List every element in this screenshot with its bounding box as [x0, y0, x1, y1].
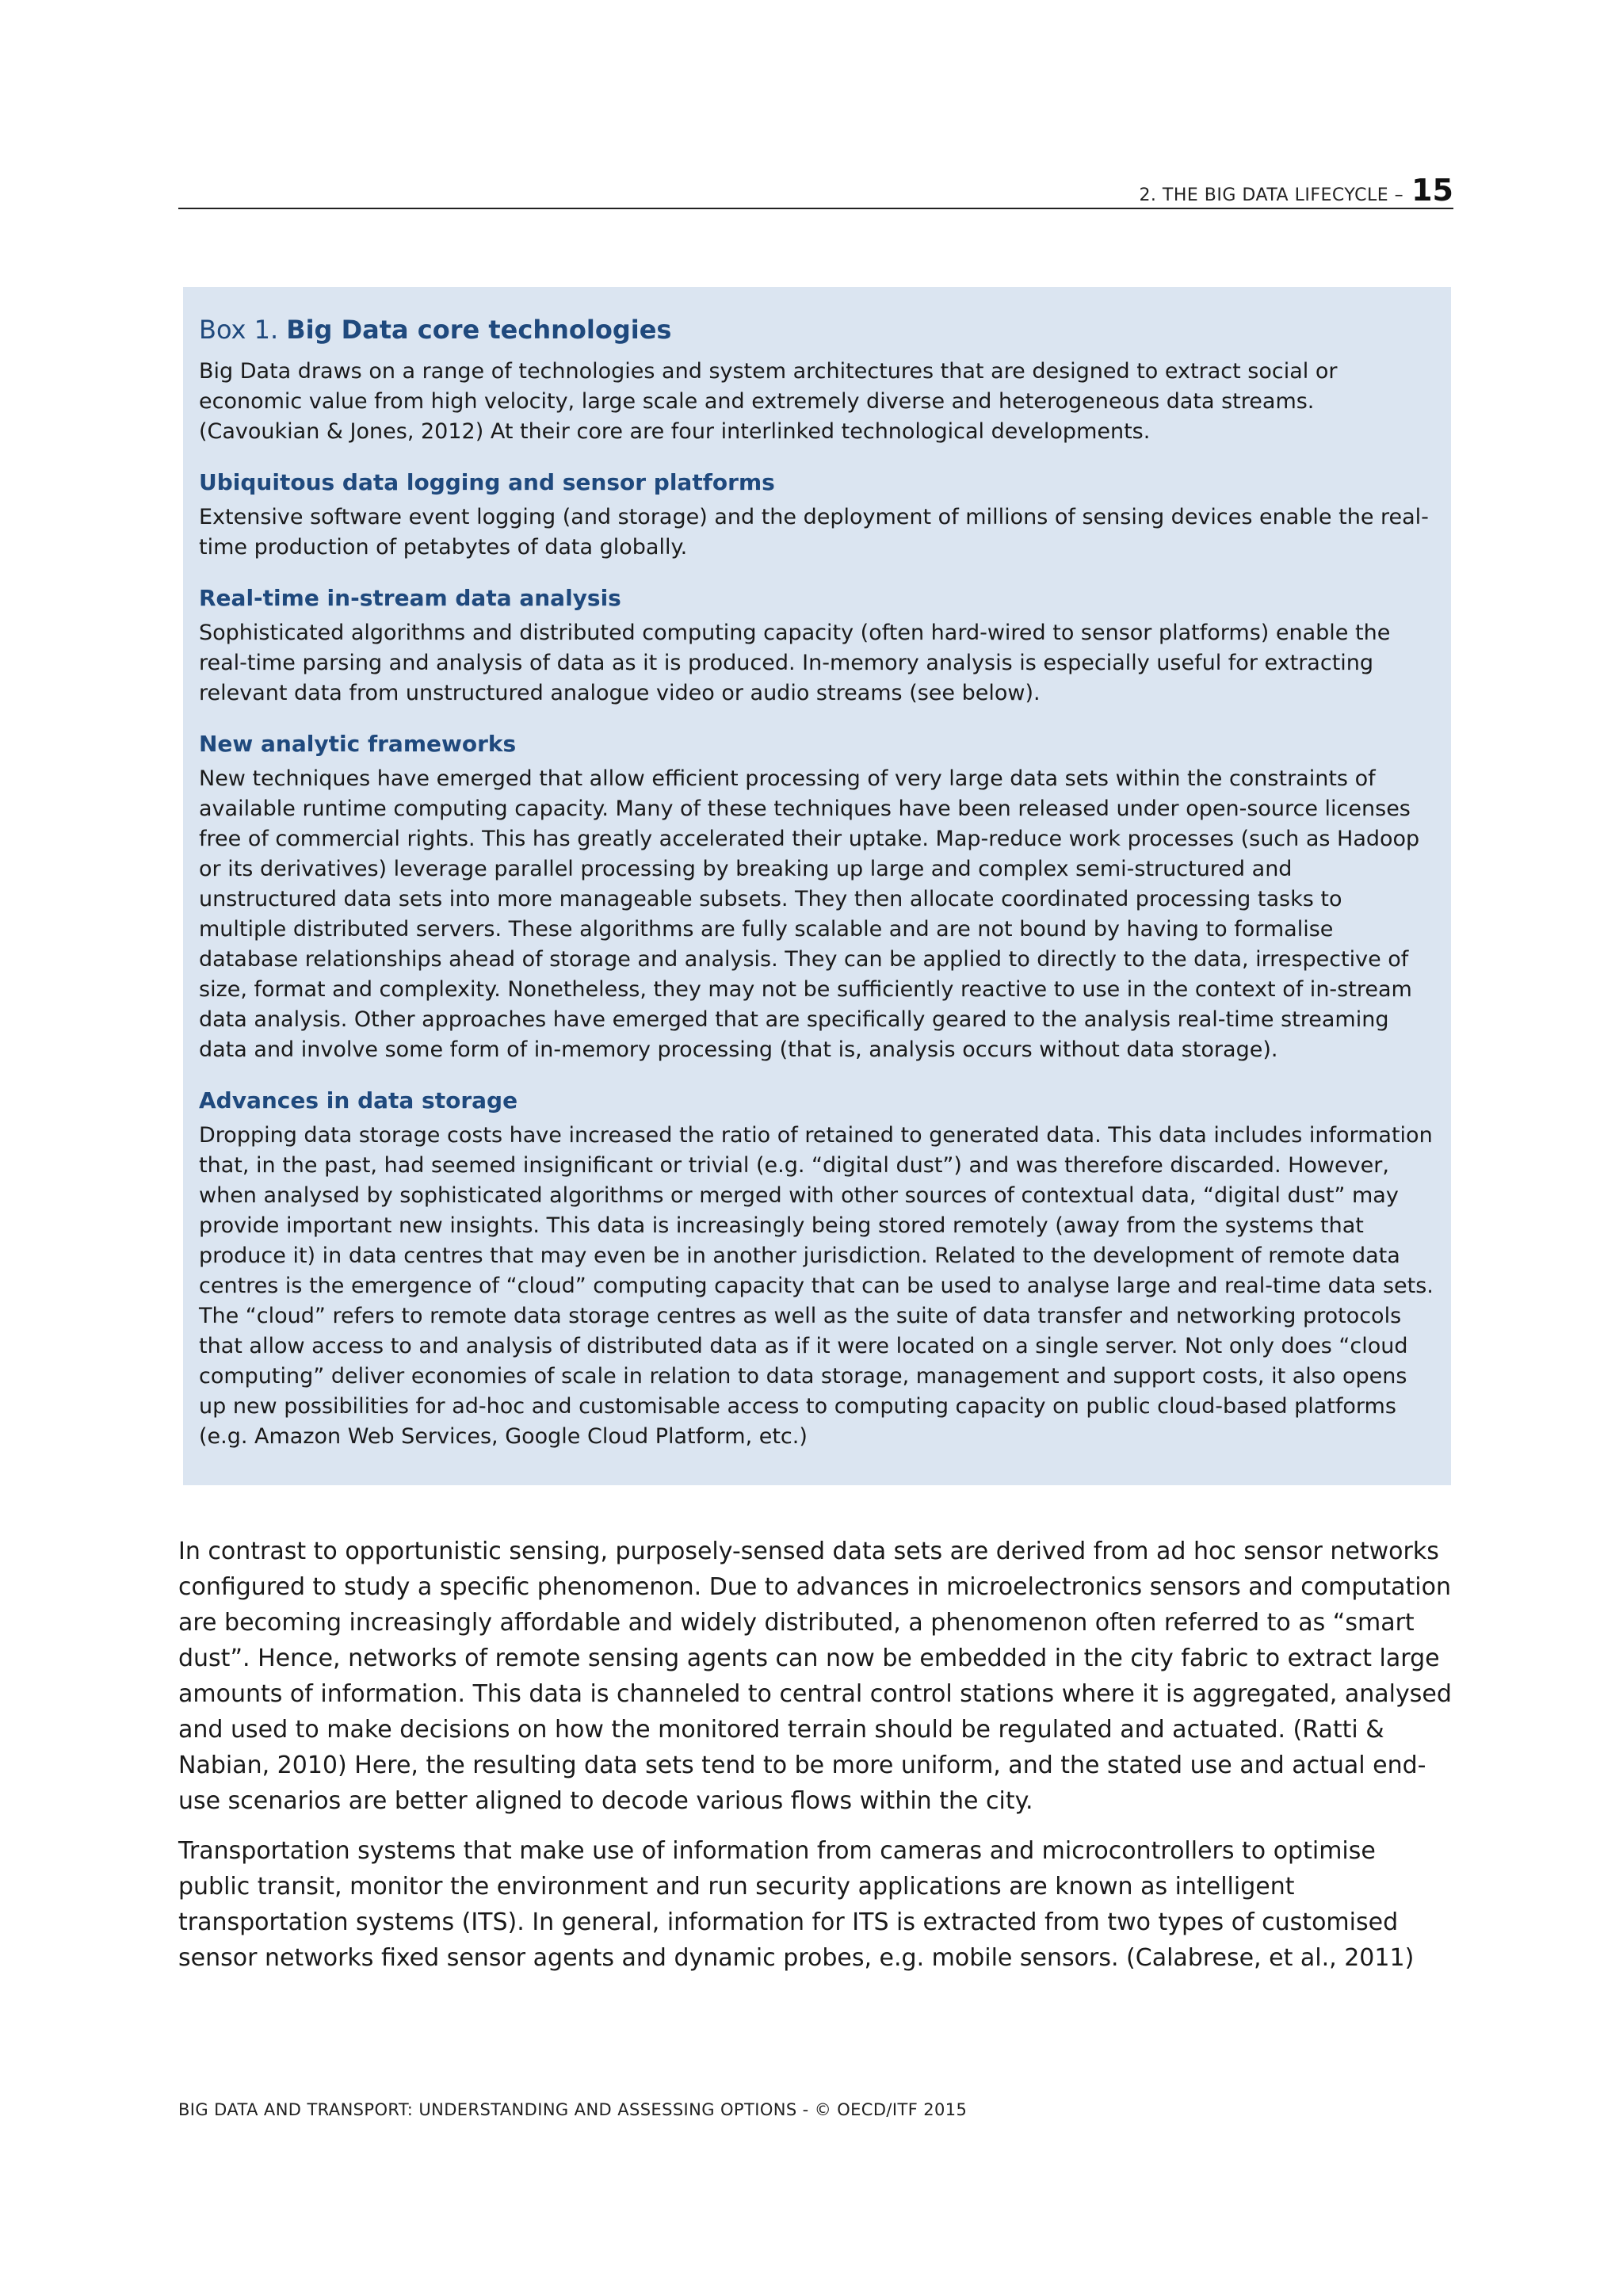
box-section-heading: Real-time in-stream data analysis	[199, 585, 621, 611]
box-big-data-core-technologies	[183, 287, 1451, 1485]
box-section-heading: Ubiquitous data logging and sensor platforms	[199, 469, 775, 495]
box-title	[199, 314, 1435, 346]
box-section-text: New techniques have emerged that allow efficient processing of very large data sets within the constraints of available runtime computing capacity. Many of these techniques have been released under open-source licenses free of commercial rights. This has greatly accelerated their uptake. Map-reduce work processes (such as Hadoop or its derivatives) leverage parallel processing by breaking up large and complex semi-structured and unstructured data sets into more manageable subsets. They then allocate coordinated processing tasks to multiple distributed servers. These algorithms are fully scalable and are not bound by having to formalise database relationships ahead of storage and analysis. They can be applied to directly to the data, irrespective of size, format and complexity. Nonetheless, they may not be sufficiently reactive to use in the context of in-stream data analysis. Other approaches have emerged that are specifically geared to the analysis real-time streaming data and involve some form of in-memory processing (that is, analysis occurs without data storage).	[199, 766, 1420, 1062]
box-section-text: Dropping data storage costs have increased the ratio of retained to generated data. This data includes information that, in the past, had seemed insignificant or trivial (e.g. “digital dust”) and was therefore discarded. However, when analysed by sophisticated algorithms or merged with other sources of contextual data, “digital dust” may provide important new insights. This data is increasingly being stored remotely (away from the systems that produce it) in data centres that may even be in another jurisdiction. Related to the development of remote data centres is the emergence of “cloud” computing capacity that can be used to analyse large and real-time data sets. The “cloud” refers to remote data storage centres as well as the suite of data transfer and networking protocols that allow access to and analysis of distributed data as if it were located on a single server. Not only does “cloud computing” deliver economies of scale in relation to data storage, management and support costs, it also opens up new possibilities for ad-hoc and customisable access to computing capacity on public cloud-based platforms (e.g. Amazon Web Services, Google Cloud Platform, etc.)	[199, 1123, 1434, 1449]
box-section-heading: Advances in data storage	[199, 1087, 518, 1114]
box-section-text: Sophisticated algorithms and distributed computing capacity (often hard-wired to sensor platforms) enable the real-time parsing and analysis of data as it is produced. In-memory analysis is especially useful for extracting relevant data from unstructured analogue video or audio streams (see below).	[199, 621, 1391, 705]
running-header	[178, 173, 1453, 209]
body-paragraph: Transportation systems that make use of information from cameras and microcontrollers to optimise public transit, monitor the environment and run security applications are known as intelligent transportation systems (ITS). In general, information for ITS is extracted from two types of customised sensor networks fixed sensor agents and dynamic probes, e.g. mobile sensors. (Calabrese, et al., 2011)	[178, 1837, 1415, 1972]
page-number: 15	[1411, 173, 1453, 208]
body-paragraph: In contrast to opportunistic sensing, purposely-sensed data sets are derived from ad hoc sensor networks configured to study a specific phenomenon. Due to advances in microelectronics sensors and computation are becoming increasingly affordable and widely distributed, a phenomenon often referred to as “smart dust”. Hence, networks of remote sensing agents can now be embedded in the city fabric to extract large amounts of information. This data is channeled to central control stations where it is aggregated, analysed and used to make decisions on how the monitored terrain should be regulated and actuated. (Ratti & Nabian, 2010) Here, the resulting data sets tend to be more uniform, and the stated use and actual end-use scenarios are better aligned to decode various flows within the city.	[178, 1538, 1452, 1815]
running-header-title: 2. THE BIG DATA LIFECYCLE –	[1139, 185, 1404, 205]
box-intro-paragraph: Big Data draws on a range of technologies and system architectures that are designed to extract social or economic value from high velocity, large scale and extremely diverse and heterogeneous data streams. (Cavoukian & Jones, 2012) At their core are four interlinked technological developments.	[199, 359, 1338, 444]
box-heading: Big Data core technologies	[286, 315, 672, 345]
box-label: Box 1.	[199, 315, 279, 345]
page-footer: BIG DATA AND TRANSPORT: UNDERSTANDING AND ASSESSING OPTIONS - © OECD/ITF 2015	[178, 2100, 968, 2119]
box-section-heading: New analytic frameworks	[199, 731, 517, 757]
box-section-text: Extensive software event logging (and storage) and the deployment of millions of sensing devices enable the real-time production of petabytes of data globally.	[199, 505, 1429, 560]
body-text	[178, 1534, 1454, 1990]
